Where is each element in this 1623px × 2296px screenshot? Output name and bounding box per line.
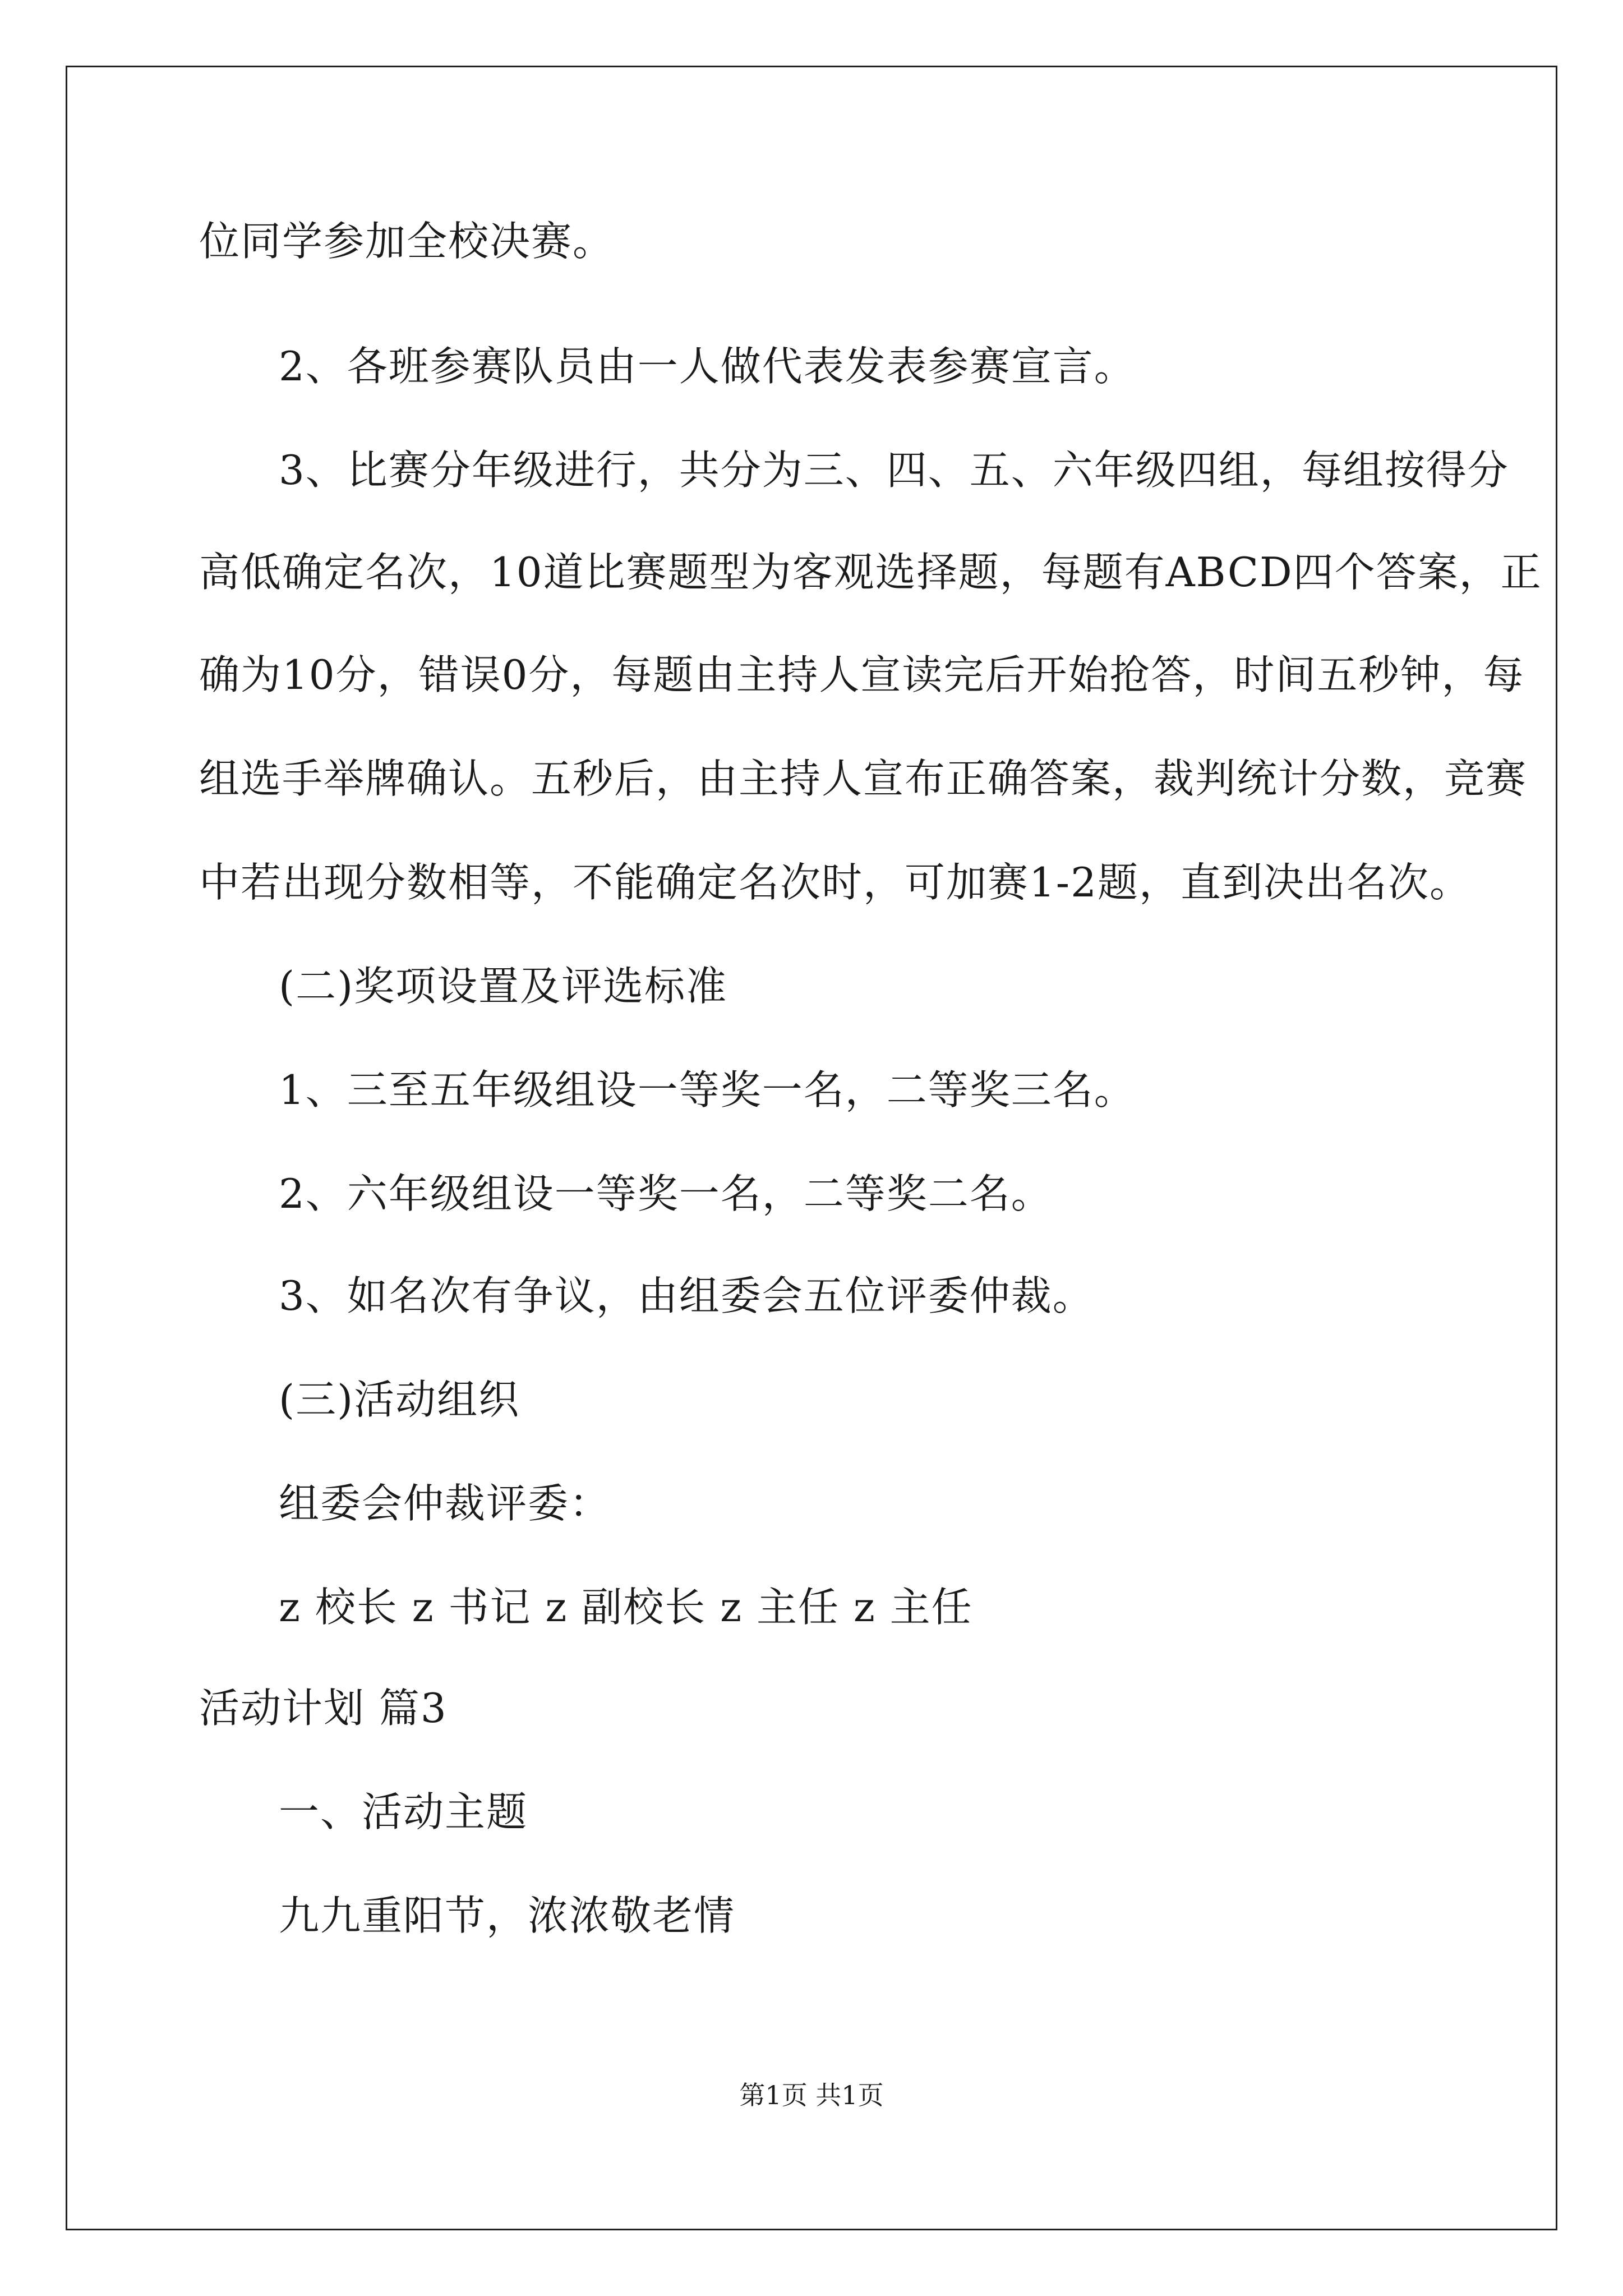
text-line: 1、三至五年级组设一等奖一名，二等奖三名。 bbox=[279, 1066, 1136, 1114]
text-line: 组选手举牌确认。五秒后，由主持人宣布正确答案，裁判统计分数，竞赛 bbox=[199, 755, 1528, 802]
section-heading: (二)奖项设置及评选标准 bbox=[279, 963, 728, 1010]
text-line: 中若出现分数相等，不能确定名次时，可加赛1-2题，直到决出名次。 bbox=[199, 859, 1471, 906]
text-line: 3、如名次有争议，由组委会五位评委仲裁。 bbox=[279, 1272, 1094, 1319]
text-line: 组委会仲裁评委： bbox=[279, 1480, 611, 1527]
text-line: 高低确定名次，10道比赛题型为客观选择题，每题有ABCD四个答案，正 bbox=[199, 549, 1542, 596]
text-line: 确为10分，错误0分，每题由主持人宣读完后开始抢答，时间五秒钟，每 bbox=[199, 651, 1525, 698]
section-heading: (三)活动组织 bbox=[279, 1376, 520, 1423]
text-line: z 校长 z 书记 z 副校长 z 主任 z 主任 bbox=[279, 1584, 973, 1631]
text-line: 2、六年级组设一等奖一名，二等奖二名。 bbox=[279, 1170, 1053, 1217]
page-footer: 第1页 共1页 bbox=[739, 2080, 884, 2110]
text-line: 2、各班参赛队员由一人做代表发表参赛宣言。 bbox=[279, 343, 1136, 390]
text-line: 3、比赛分年级进行，共分为三、四、五、六年级四组，每组按得分 bbox=[279, 447, 1509, 494]
plan-heading: 活动计划 篇3 bbox=[199, 1685, 448, 1732]
text-line: 九九重阳节，浓浓敬老情 bbox=[279, 1892, 736, 1939]
section-heading: 一、活动主题 bbox=[279, 1788, 528, 1835]
text-line: 位同学参加全校决赛。 bbox=[199, 218, 615, 265]
